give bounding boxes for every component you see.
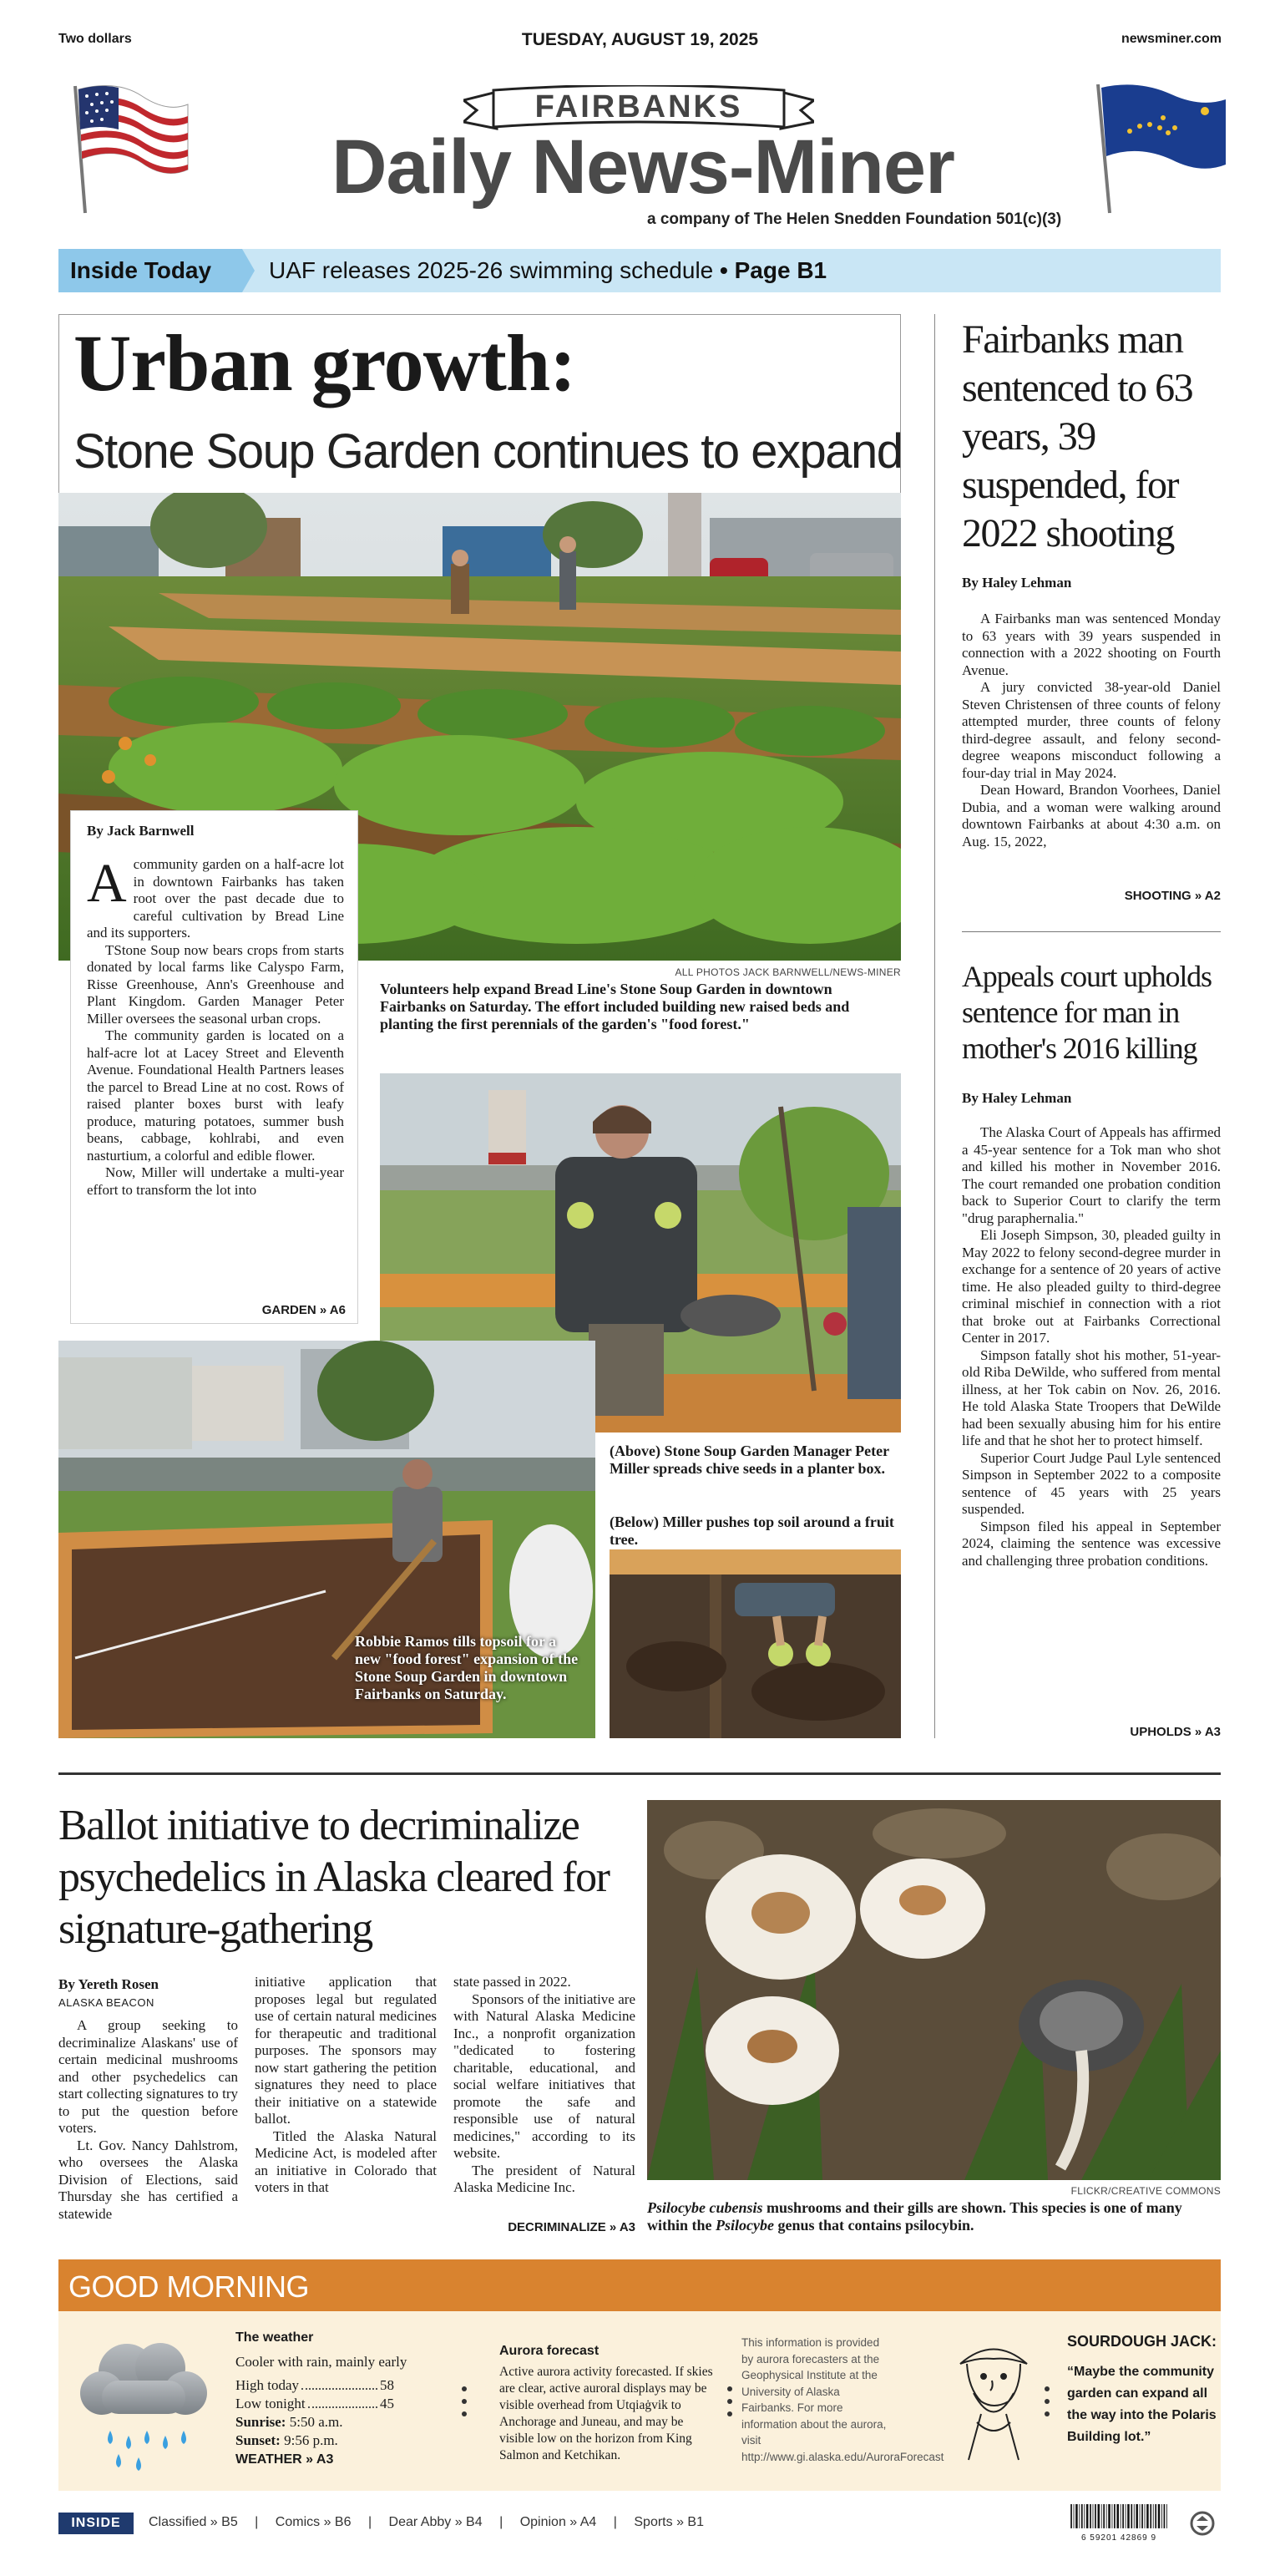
inside-today-headline: UAF releases 2025-26 swimming schedule	[269, 257, 714, 283]
inside-today-headline-row	[269, 257, 827, 284]
lead-headline: Urban growth:	[73, 318, 576, 408]
footer-divider: |	[499, 2515, 503, 2529]
lead-paragraph-3: Now, Miller will undertake a multi-year effort to transform the lot into	[87, 1164, 344, 1198]
weather-high-row	[235, 2377, 394, 2394]
mushroom-photo	[647, 1800, 1221, 2180]
story2-byline: By Haley Lehman	[962, 1090, 1072, 1106]
column-divider	[934, 314, 935, 1738]
caption-below: (Below) Miller pushes top soil around a fruit tree.	[610, 1514, 894, 1548]
ballot-col1-paragraph-1: A group seeking to decriminalize Alaskans' use of certain medicinal mushrooms and other psychedelics can start collecting signatures to try to put the question before voters.	[58, 2017, 238, 2136]
weather-jump-link[interactable]: WEATHER » A3	[235, 2452, 334, 2467]
footer-item-sports[interactable]: Sports » B1	[634, 2515, 704, 2529]
story1-jump-link[interactable]: SHOOTING » A2	[1124, 889, 1221, 903]
mushroom-caption	[647, 2199, 1221, 2234]
lead-first-paragraph	[87, 853, 344, 942]
aurora-title: Aurora forecast	[499, 2344, 600, 2358]
sunset-value: 9:56 p.m.	[284, 2432, 338, 2448]
ballot-col3-paragraph-3: The president of Natural Alaska Medicine Inc.	[453, 2162, 635, 2195]
ballot-col-3	[453, 1974, 635, 2197]
footer-inside-label: INSIDE	[58, 2513, 134, 2534]
footer-divider: |	[367, 2515, 372, 2529]
caption-above: (Above) Stone Soup Garden Manager Peter Miller spreads chive seeds in a planter box.	[610, 1443, 889, 1477]
aurora-info: This information is provided by aurora forecasters at the Geophysical Institute at the University of Alaska Fairbanks. For more information about the aurora, visit http://www.gi.alaska.edu/AuroraForecast	[741, 2336, 944, 2463]
vertical-dots	[1044, 2385, 1050, 2418]
ballot-col3-paragraph-2: Sponsors of the initiative are with Natural Alaska Medicine Inc., a nonprofit organization "dedicated to fostering charitable, educational, and social welfare initiatives that promote the safe and responsible use of natural medicines," according to its website.	[453, 1990, 635, 2161]
ballot-byline-org: ALASKA BEACON	[58, 1996, 154, 2009]
sourdough-quote: “Maybe the community garden can expand all the way into the Polaris Building lot.”	[1067, 2365, 1217, 2444]
weather-high-value: 58	[380, 2377, 394, 2393]
sourdough-title: SOURDOUGH JACK:	[1067, 2333, 1217, 2350]
aurora-text: Active aurora activity forecasted. If skies are clear, active auroral displays may be visible overhead from Utqiaġvik to Anchorage and Juneau, and may be visible low on the horizon from King Salmon and Ketchikan.	[499, 2365, 713, 2462]
website[interactable]: newsminer.com	[1121, 32, 1222, 46]
story1-paragraph-2: A jury convicted 38-year-old Daniel Steven Christensen of three counts of felony attempted murder, three counts of felony third-degree assault, and felony second-degree weapons misconduct following a four-day trial in May 2024.	[962, 679, 1221, 781]
lead-jump-link[interactable]: GARDEN » A6	[261, 1303, 346, 1317]
good-morning-banner	[58, 2259, 1221, 2311]
ballot-col2-paragraph-2: Titled the Alaska Natural Medicine Act, is modeled after an initiative in Colorado that voters in that	[255, 2127, 437, 2195]
footer-item-comics[interactable]: Comics » B6	[275, 2515, 352, 2529]
story2-paragraph-4: Superior Court Judge Paul Lyle sentenced Simpson in September 2022 to a composite sentence of 45 years with 25 years suspended.	[962, 1449, 1221, 1517]
ballot-col1-paragraph-2: Lt. Gov. Nancy Dahlstrom, who oversees the Alaska Division of Elections, said Thursday she has certified a statewide	[58, 2137, 238, 2222]
weather-sunset-row	[235, 2432, 338, 2449]
lead-byline: By Jack Barnwell	[87, 823, 195, 839]
caption-end: genus that contains psilocybin.	[774, 2217, 974, 2234]
lead-subhead: Stone Soup Garden continues to expand	[73, 424, 903, 479]
alaska-flag	[1088, 79, 1230, 217]
sunrise-label: Sunrise:	[235, 2414, 286, 2430]
inside-today-page: Page B1	[734, 257, 827, 283]
good-morning-title: GOOD MORNING	[68, 2269, 309, 2304]
ballot-col2-paragraph-1: initiative application that proposes legal but regulated use of certain natural medicines for therapeutic and traditional purposes. The sponsors may now start gathering the petition signatures they need to place their initiative on a statewide ballot.	[255, 1974, 437, 2127]
lead-photo-credit: ALL PHOTOS JACK BARNWELL/NEWS-MINER	[675, 966, 901, 978]
lead-main-caption: Volunteers help expand Bread Line's Stone Soup Garden in downtown Fairbanks on Saturday. The effort included building new raised beds and planting the first perennials of the garden's "food forest."	[380, 981, 850, 1032]
story2-body	[962, 1124, 1221, 1569]
story2-paragraph-3: Simpson fatally shot his mother, 51-year-old Riba DeWilde, who suffered from mental illness, at her Tok cabin on Nov. 26, 2016. He told Alaska State Troopers that DeWilde had been sexually abusing him for his entire life and that he shot her to protect himself.	[962, 1346, 1221, 1448]
weather-low-row	[235, 2396, 394, 2412]
vertical-dots	[461, 2385, 468, 2418]
caption-genus: Psilocybe	[716, 2217, 774, 2234]
footer-item-opinion[interactable]: Opinion » A4	[519, 2515, 597, 2529]
weather-low-label: Low tonight	[235, 2396, 306, 2411]
ballot-col-2	[255, 1974, 437, 2197]
price: Two dollars	[58, 32, 132, 46]
ballot-headline: Ballot initiative to decriminalize psychedelics in Alaska cleared for signature-gathering	[58, 1802, 610, 1953]
ballot-col-1	[58, 2017, 238, 2223]
inside-today-bullet: •	[720, 257, 728, 283]
lead-paragraph-1: TStone Soup now bears crops from starts donated by local farms like Calyspo Farm, Risse Greenhouse, Ann's Greenhouse and Plant Kingdom. Garden Manager Peter Miller oversees the seasonal urban crops.	[87, 941, 344, 1027]
masthead-tagline: a company of The Helen Snedden Foundation 501(c)(3)	[647, 210, 1062, 228]
recycle-icon	[1190, 2511, 1215, 2536]
ballot-byline: By Yereth Rosen	[58, 1976, 159, 1992]
barcode	[1060, 2504, 1177, 2538]
story1-paragraph-3: Dean Howard, Brandon Voorhees, Daniel Dubia, and a woman were walking around downtown Fairbanks at about 4:30 a.m. on Aug. 15, 2022,	[962, 782, 1221, 849]
mushroom-photo-credit: FLICKR/CREATIVE COMMONS	[1070, 2185, 1221, 2197]
vertical-dots	[726, 2385, 733, 2418]
rain-cloud-icon	[68, 2330, 219, 2472]
inside-today-bar[interactable]	[58, 249, 1221, 292]
inside-today-label: Inside Today	[70, 257, 212, 283]
weather-summary: Cooler with rain, mainly early	[235, 2354, 407, 2370]
weather-low-value: 45	[380, 2396, 394, 2411]
section-divider	[58, 1772, 1221, 1775]
story2-jump-link[interactable]: UPHOLDS » A3	[1130, 1725, 1221, 1739]
footer-item-dear-abby[interactable]: Dear Abby » B4	[388, 2515, 483, 2529]
story1-body	[962, 611, 1221, 850]
story2-headline: Appeals court upholds sentence for man in mother's 2016 killing	[962, 960, 1212, 1065]
story1-headline: Fairbanks man sentenced to 63 years, 39 suspended, for 2022 shooting	[962, 317, 1193, 555]
ballot-jump-link[interactable]: DECRIMINALIZE » A3	[508, 2220, 635, 2234]
weather-dots	[301, 2377, 377, 2390]
issue-date: TUESDAY, AUGUST 19, 2025	[521, 30, 759, 49]
footer-nav	[149, 2515, 704, 2530]
drop-cap: A	[87, 853, 127, 914]
story-separator	[962, 931, 1221, 932]
footer-divider: |	[613, 2515, 617, 2529]
city-banner: FAIRBANKS	[534, 89, 743, 124]
lead-paragraph-0: community garden on a half-acre lot in downtown Fairbanks has taken root over the past decade due to careful cultivation by Bread Line and its supporters.	[87, 856, 344, 941]
weather-dots	[308, 2396, 377, 2408]
footer-item-classified[interactable]: Classified » B5	[149, 2515, 238, 2529]
sunset-label: Sunset:	[235, 2432, 281, 2448]
tilling-caption: Robbie Ramos tills topsoil for a new "food forest" expansion of the Stone Soup Garden in downtown Fairbanks on Saturday.	[355, 1633, 579, 1702]
barcode-number: 6 59201 42869 9	[1080, 2533, 1157, 2543]
masthead-title: Daily News-Miner	[331, 124, 954, 210]
lead-paragraph-2: The community garden is located on a half-acre lot at Lacey Street and Eleventh Avenue. Foundational Health Partners leases the parcel to Bread Line at no cost. Rows of raised planter boxes burst with leafy produce, maturing potatoes, summer bush beans, cabbage, kohlrabi, and even nasturtium, a colorful and edible flower.	[87, 1027, 344, 1164]
story2-paragraph-5: Simpson filed his appeal in September 2024, claiming the sentence was excessive and challenging three probation conditions.	[962, 1518, 1221, 1569]
ballot-col3-paragraph-1: state passed in 2022.	[453, 1974, 571, 1990]
sourdough-jack-icon	[944, 2330, 1044, 2464]
us-flag	[67, 79, 192, 217]
story1-byline: By Haley Lehman	[962, 575, 1072, 591]
story2-paragraph-1: The Alaska Court of Appeals has affirmed a 45-year sentence for a Tok man who shot and killed his mother in November 2016. The court remanded one probation condition back to Superior Court to clarify the term "drug paraphernalia."	[962, 1124, 1221, 1226]
sunrise-value: 5:50 a.m.	[289, 2414, 343, 2430]
weather-sunrise-row	[235, 2414, 342, 2431]
footer-divider: |	[255, 2515, 259, 2529]
weather-high-label: High today	[235, 2377, 300, 2393]
lead-story-body	[87, 853, 344, 1199]
caption-mid: mushrooms and their gills are shown. This species is one of many within the	[647, 2199, 1182, 2234]
weather-title: The weather	[235, 2330, 314, 2345]
story2-paragraph-2: Eli Joseph Simpson, 30, pleaded guilty in May 2022 to felony second-degree murder in exchange for a sentence of 20 years of active time. He also pleaded guilty to third-degree criminal mischief in connection with a riot that broke out at Fairbanks Correctional Center in 2017.	[962, 1227, 1221, 1346]
story1-paragraph-1: A Fairbanks man was sentenced Monday to 63 years with 39 years suspended in connection with a 2022 shooting on Fourth Avenue.	[962, 611, 1221, 678]
caption-species: Psilocybe cubensis	[647, 2199, 763, 2216]
soil-fruit-tree-photo	[610, 1549, 901, 1738]
